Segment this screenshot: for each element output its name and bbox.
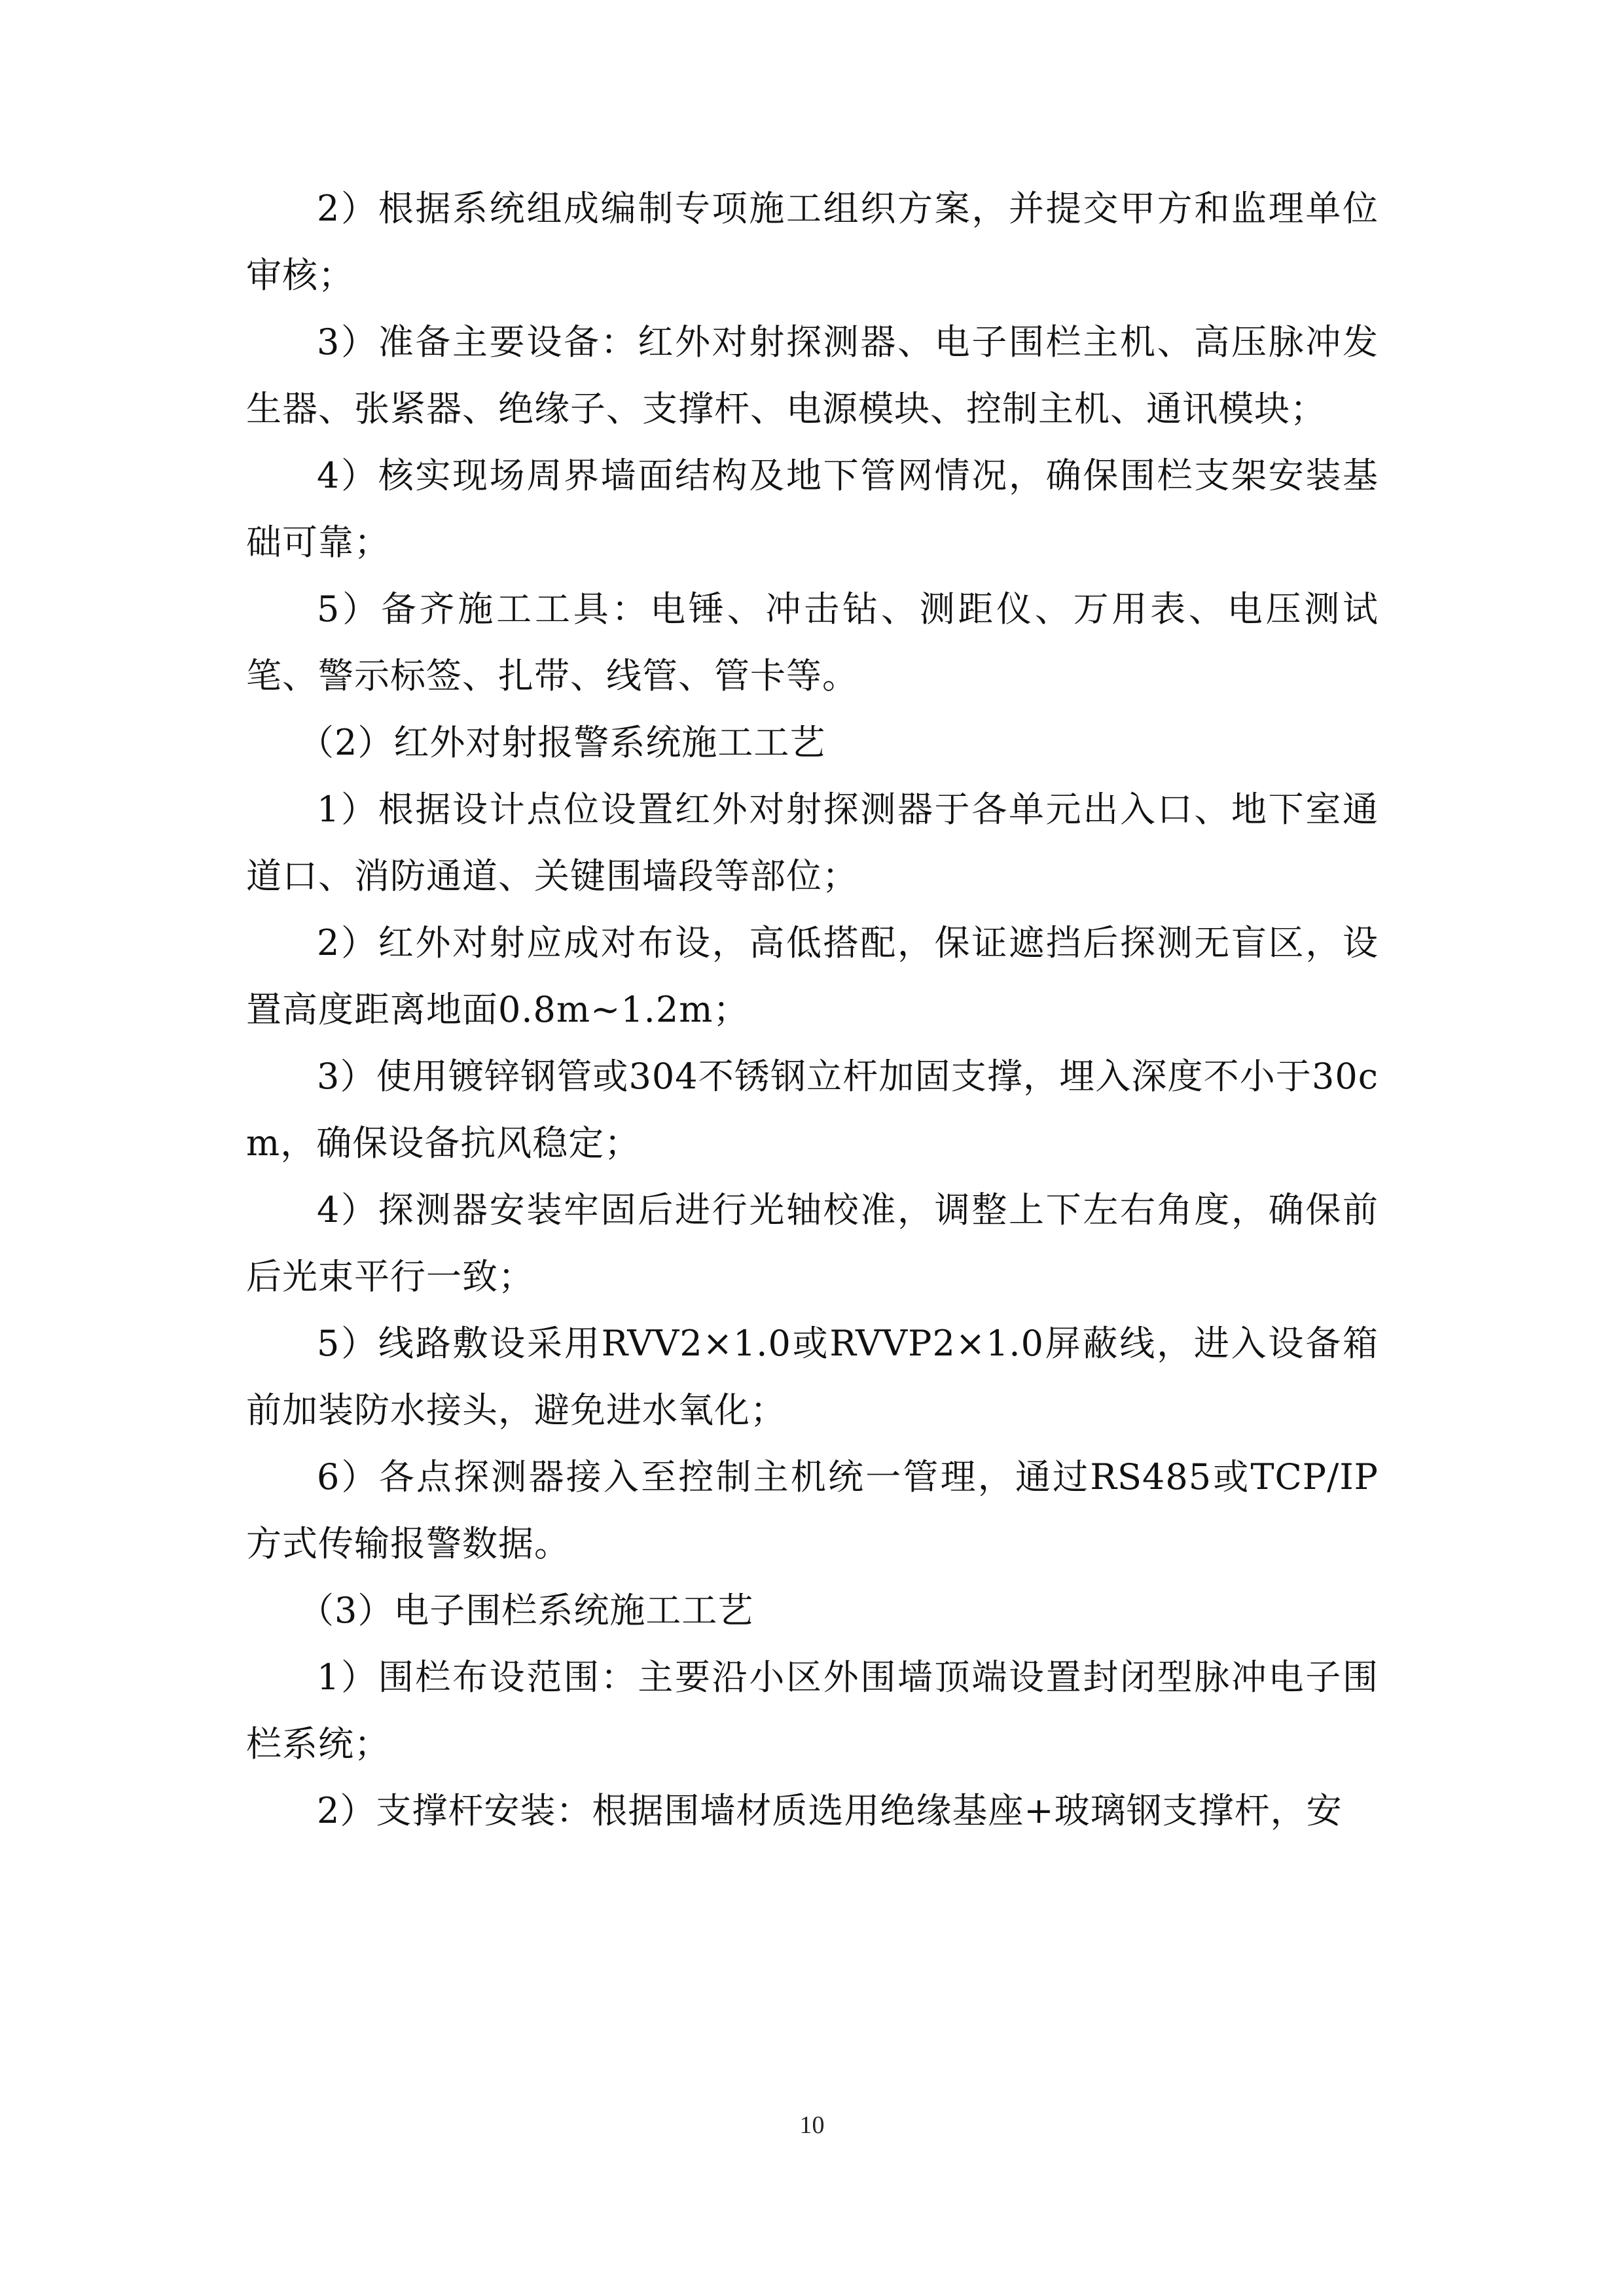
paragraph-infrared-6: 6）各点探测器接入至控制主机统一管理，通过RS485或TCP/IP方式传输报警数据。 <box>246 1456 1379 1564</box>
paragraph-infrared-3: 3）使用镀锌钢管或304不锈钢立杆加固支撑，埋入深度不小于30cm，确保设备抗风稳定； <box>246 1056 1379 1164</box>
document-body <box>246 175 1379 1844</box>
paragraph-prep-3: 3）准备主要设备：红外对射探测器、电子围栏主机、高压脉冲发生器、张紧器、绝缘子、支撑杆、电源模块、控制主机、通讯模块； <box>246 321 1379 429</box>
page-number: 10 <box>799 2111 825 2139</box>
paragraph-infrared-1: 1）根据设计点位设置红外对射探测器于各单元出入口、地下室通道口、消防通道、关键围墙段等部位； <box>246 789 1379 897</box>
section-heading-infrared: （2）红外对射报警系统施工工艺 <box>298 722 826 763</box>
section-heading-electric-fence: （3）电子围栏系统施工工艺 <box>298 1590 754 1631</box>
paragraph-fence-2: 2）支撑杆安装：根据围墙材质选用绝缘基座+玻璃钢支撑杆，安 <box>317 1790 1343 1831</box>
paragraph-infrared-2: 2）红外对射应成对布设，高低搭配，保证遮挡后探测无盲区，设置高度距离地面0.8m~1.2m； <box>246 922 1379 1030</box>
paragraph-prep-4: 4）核实现场周界墙面结构及地下管网情况，确保围栏支架安装基础可靠； <box>246 455 1379 563</box>
paragraph-infrared-5: 5）线路敷设采用RVV2×1.0或RVVP2×1.0屏蔽线，进入设备箱前加装防水接头，避免进水氧化； <box>246 1323 1379 1431</box>
paragraph-prep-2: 2）根据系统组成编制专项施工组织方案，并提交甲方和监理单位审核； <box>246 188 1379 296</box>
paragraph-infrared-4: 4）探测器安装牢固后进行光轴校准，调整上下左右角度，确保前后光束平行一致； <box>246 1189 1379 1297</box>
paragraph-prep-5: 5）备齐施工工具：电锤、冲击钻、测距仪、万用表、电压测试笔、警示标签、扎带、线管、管卡等。 <box>246 588 1379 696</box>
paragraph-fence-1: 1）围栏布设范围：主要沿小区外围墙顶端设置封闭型脉冲电子围栏系统； <box>246 1657 1379 1765</box>
